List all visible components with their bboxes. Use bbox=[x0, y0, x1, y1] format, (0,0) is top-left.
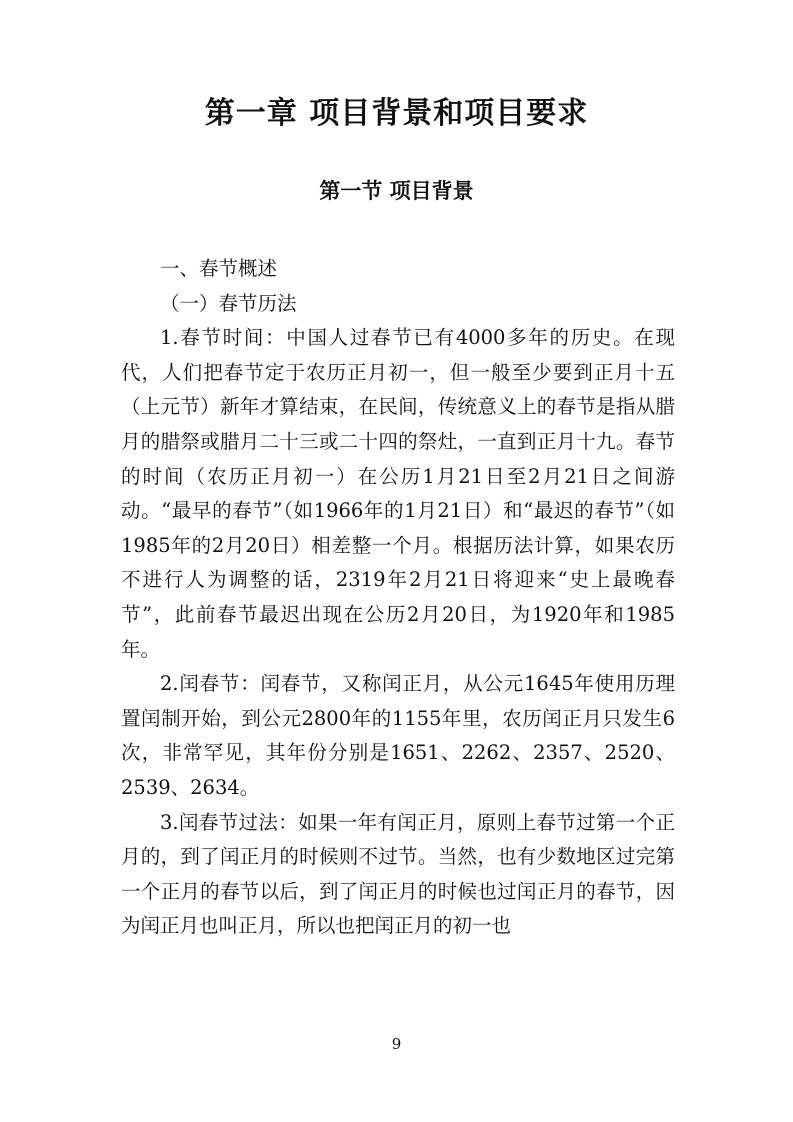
heading-spring-festival-overview: 一、春节概述 bbox=[160, 257, 278, 280]
section-title: 第一节 项目背景 bbox=[319, 179, 474, 203]
page-number: 9 bbox=[391, 1035, 402, 1053]
paragraph-leap-festival: 2.闰春节：闰春节，又称闰正月，从公元1645年使用历理置闰制开始，到公元2800年的1155年里，农历闰正月只发生6次，非常罕见，其年份分别是1651、2262、2357、2520、2539、2634。 bbox=[121, 672, 675, 799]
heading-calendar: （一）春节历法 bbox=[160, 291, 297, 315]
paragraph-leap-festival-customs: 3.闰春节过法：如果一年有闰正月，原则上春节过第一个正月的，到了闰正月的时候则不过节。当然，也有少数地区过完第一个正月的春节以后，到了闰正月的时候也过闰正月的春节，因为闰正月也叫正月，所以也把闰正月的初一也 bbox=[121, 810, 675, 938]
paragraph-festival-time: 1.春节时间：中国人过春节已有4000多年的历史。在现代，人们把春节定于农历正月初一，但一般至少要到正月十五（上元节）新年才算结束，在民间，传统意义上的春节是指从腊月的腊祭或腊月二十三或二十四的祭灶，一直到正月十九。春节的时间（农历正月初一）在公历1月21日至2月21日之间游动。“最早的春节”（如1966年的1月21日）和“最迟的春节”（如1985年的2月20日）相差整一个月。根据历法计算，如果农历不进行人为调整的话，2319年2月21日将迎来“史上最晚春节”，此前春节最迟出现在公历2月20日，为1920年和1985年。 bbox=[121, 326, 675, 661]
body-text bbox=[121, 252, 675, 944]
chapter-title: 第一章 项目背景和项目要求 bbox=[204, 96, 589, 131]
